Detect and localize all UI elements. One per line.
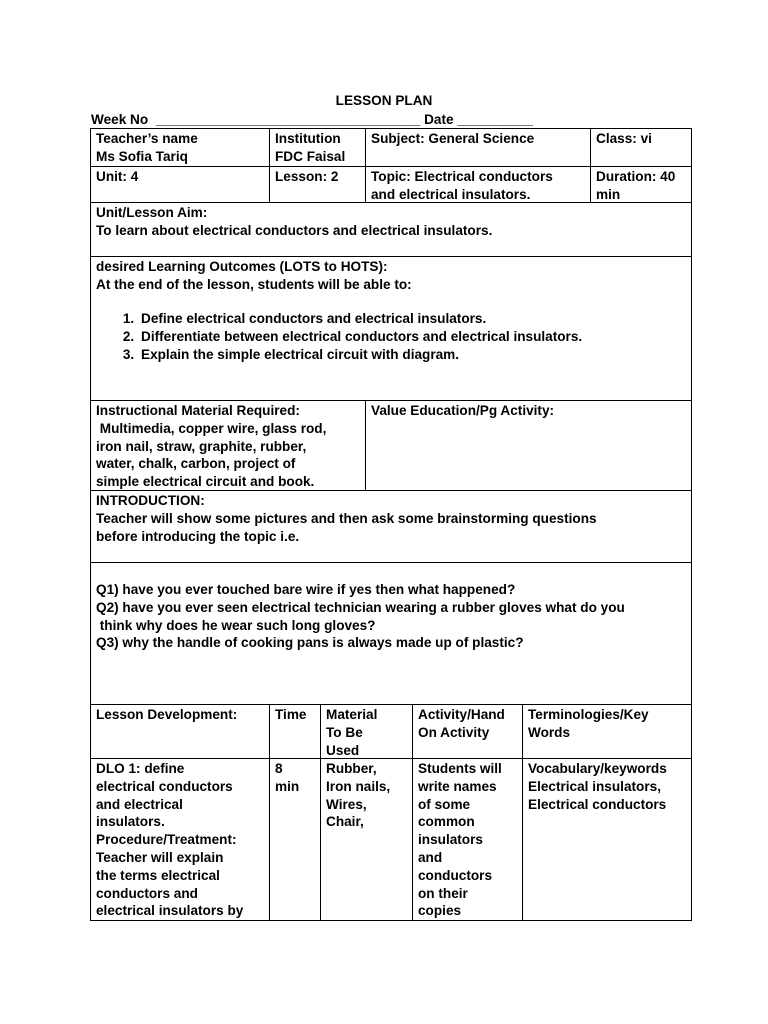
cell-line: of some xyxy=(418,796,471,812)
cell-line: electrical insulators by xyxy=(96,903,244,919)
value-education-label: Value Education/Pg Activity: xyxy=(371,403,555,418)
lesson-text: Lesson: 2 xyxy=(275,169,339,184)
unit-text: Unit: 4 xyxy=(96,169,139,184)
topic-line-1: Topic: Electrical conductors xyxy=(371,169,553,184)
dev-header-activity xyxy=(412,704,523,759)
institution-cell xyxy=(269,128,366,167)
outcome-item: 2. Differentiate between electrical conductors and electrical insulators. xyxy=(138,328,686,346)
materials-label: Instructional Material Required: xyxy=(96,403,300,418)
cell-line: the terms electrical xyxy=(96,867,220,883)
dev-header-material xyxy=(320,704,413,759)
cell-line: conductors xyxy=(418,867,493,883)
cell-line: 8 xyxy=(275,761,283,776)
dev-header-terminologies xyxy=(522,704,692,759)
teacher-cell xyxy=(90,128,270,167)
lesson-aim-cell xyxy=(90,202,692,257)
cell-line: conductors and xyxy=(96,885,198,901)
cell-line: Chair, xyxy=(326,814,364,830)
question-3: Q3) why the handle of cooking pans is always made up of plastic? xyxy=(96,635,524,651)
teacher-value: Ms Sofia Tariq xyxy=(96,148,188,164)
duration-cell xyxy=(590,166,692,203)
dev-header-lesson-development xyxy=(90,704,270,759)
cell-line: Rubber, xyxy=(326,761,377,776)
unit-cell xyxy=(90,166,270,203)
materials-line: Multimedia, copper wire, glass rod, xyxy=(96,420,327,436)
instructional-material-cell xyxy=(90,400,366,491)
introduction-line-2: before introducing the topic i.e. xyxy=(96,528,300,544)
header-label: Activity/Hand xyxy=(418,707,505,722)
outcomes-intro: At the end of the lesson, students will be able to: xyxy=(96,276,412,292)
cell-line: Electrical insulators, xyxy=(528,778,661,794)
cell-line: electrical conductors xyxy=(96,778,233,794)
materials-line: water, chalk, carbon, project of xyxy=(96,456,296,472)
header-label: Words xyxy=(528,724,571,740)
week-date-line: Week No ___________________________________ Date __________ xyxy=(91,112,533,127)
cell-line: Teacher will explain xyxy=(96,849,224,865)
institution-value: FDC Faisal xyxy=(275,148,346,164)
materials-line: iron nail, straw, graphite, rubber, xyxy=(96,438,307,454)
question-2-line-2: think why does he wear such long gloves? xyxy=(96,617,376,633)
dev-cell-lesson-development xyxy=(90,758,270,921)
header-label: Lesson Development: xyxy=(96,707,238,722)
institution-label: Institution xyxy=(275,131,341,146)
introduction-label: INTRODUCTION: xyxy=(96,493,205,508)
cell-line: Procedure/Treatment: xyxy=(96,832,237,848)
cell-line: min xyxy=(275,778,300,794)
cell-line: common xyxy=(418,814,475,830)
value-education-cell xyxy=(365,400,692,491)
outcome-item: 3. Explain the simple electrical circuit with diagram. xyxy=(138,346,686,364)
duration-line-1: Duration: 40 xyxy=(596,169,676,184)
question-1: Q1) have you ever touched bare wire if yes then what happened? xyxy=(96,582,516,597)
cell-line: and electrical xyxy=(96,796,183,812)
cell-line: Students will xyxy=(418,761,502,776)
cell-line: DLO 1: define xyxy=(96,761,185,776)
question-2-line-1: Q2) have you ever seen electrical technician wearing a rubber gloves what do you xyxy=(96,599,625,615)
outcomes-label: desired Learning Outcomes (LOTS to HOTS): xyxy=(96,259,388,274)
materials-line: simple electrical circuit and book. xyxy=(96,474,315,490)
lesson-cell xyxy=(269,166,366,203)
cell-line: write names xyxy=(418,778,497,794)
dev-cell-activity xyxy=(412,758,523,921)
cell-line: insulators. xyxy=(96,814,165,830)
dev-header-time xyxy=(269,704,321,759)
outcomes-list xyxy=(96,310,686,364)
lesson-aim-text: To learn about electrical conductors and electrical insulators. xyxy=(96,222,493,238)
cell-line: and xyxy=(418,849,443,865)
header-label: Time xyxy=(275,707,307,722)
dev-cell-terminologies xyxy=(522,758,692,921)
dev-cell-time xyxy=(269,758,321,921)
introduction-line-1: Teacher will show some pictures and then ask some brainstorming questions xyxy=(96,510,597,526)
questions-cell xyxy=(90,562,692,705)
cell-line: insulators xyxy=(418,832,483,848)
header-label: Terminologies/Key xyxy=(528,707,649,722)
header-label: To Be xyxy=(326,724,363,740)
cell-line: Electrical conductors xyxy=(528,796,667,812)
header-label: On Activity xyxy=(418,724,490,740)
cell-line: Iron nails, xyxy=(326,778,391,794)
subject-text: Subject: General Science xyxy=(371,131,535,146)
cell-line: on their xyxy=(418,885,468,901)
topic-cell xyxy=(365,166,591,203)
cell-line: Vocabulary/keywords xyxy=(528,761,667,776)
duration-line-2: min xyxy=(596,186,621,202)
lesson-aim-label: Unit/Lesson Aim: xyxy=(96,205,208,220)
outcome-item: 1. Define electrical conductors and electrical insulators. xyxy=(138,310,686,328)
learning-outcomes-cell xyxy=(90,256,692,401)
subject-cell xyxy=(365,128,591,167)
introduction-cell xyxy=(90,490,692,563)
cell-line: copies xyxy=(418,903,462,919)
cell-line: Wires, xyxy=(326,796,367,812)
page-title: LESSON PLAN xyxy=(335,93,433,108)
dev-cell-material xyxy=(320,758,413,921)
topic-line-2: and electrical insulators. xyxy=(371,186,531,202)
teacher-label: Teacher’s name xyxy=(96,131,198,146)
header-label: Used xyxy=(326,742,360,758)
class-text: Class: vi xyxy=(596,131,652,146)
class-cell xyxy=(590,128,692,167)
header-label: Material xyxy=(326,707,378,722)
